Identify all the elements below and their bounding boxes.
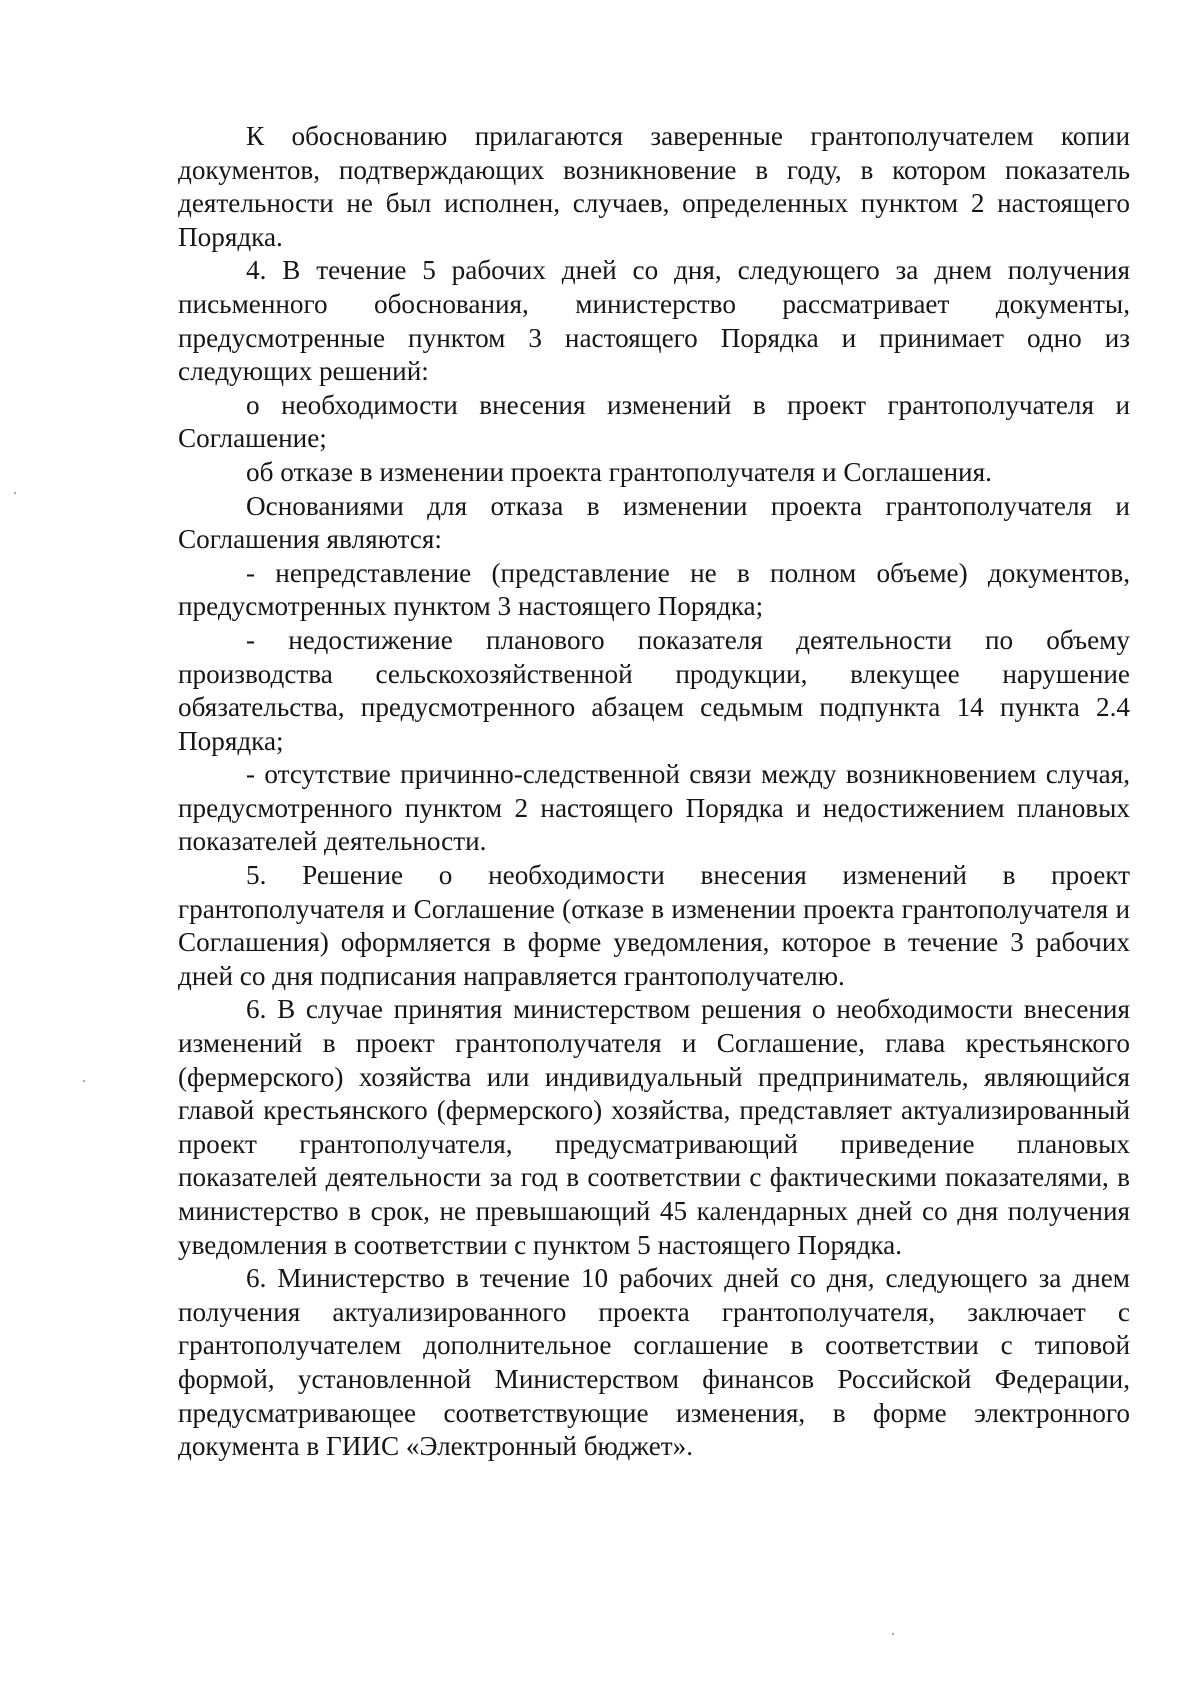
- scan-speck: [892, 1633, 894, 1635]
- paragraph-item-4: 4. В течение 5 рабочих дней со дня, следующего за днем получения письменного обоснования, министерство рассматривает документы, предусмотренные пунктом 3 настоящего Порядка и принимает одно из следующих решений:: [178, 255, 1130, 387]
- paragraph-decision-refusal: об отказе в изменении проекта грантополучателя и Соглашения.: [246, 456, 992, 487]
- paragraph-item-6a: 6. В случае принятия министерством решения о необходимости внесения изменений в проект грантополучателя и Соглашение, глава крестьянского (фермерского) хозяйства или индивидуальный предприниматель, являющийся главой крестьянского (фермерского) хозяйства, представляет актуализированный проект грантополучателя, предусматривающий приведение плановых показателей деятельности за год в соответствии с фактическими показателями, в министерство в срок, не превышающий 45 календарных дней со дня получения уведомления в соответствии с пунктом 5 настоящего Порядка.: [178, 994, 1130, 1260]
- document-body: [178, 120, 1130, 1464]
- list-item-ground-2: - недостижение планового показателя деятельности по объему производства сельскохозяйственной продукции, влекущее нарушение обязательства, предусмотренного абзацем седьмым подпункта 14 пункта 2.4 Порядка;: [178, 624, 1130, 756]
- paragraph-decision-changes: о необходимости внесения изменений в проект грантополучателя и Соглашение;: [178, 389, 1130, 454]
- scan-speck: [14, 492, 16, 494]
- scan-speck: [83, 1080, 85, 1082]
- paragraph-item-5: 5. Решение о необходимости внесения изменений в проект грантополучателя и Соглашение (отказе в изменении проекта грантополучателя и Соглашения) оформляется в форме уведомления, которое в течение 3 рабочих дней со дня подписания направляется грантополучателю.: [178, 860, 1130, 991]
- paragraph-attachments: К обоснованию прилагаются заверенные грантополучателем копии документов, подтверждающих возникновение в году, в котором показатель деятельности не был исполнен, случаев, определенных пунктом 2 настоящего Порядка.: [178, 121, 1130, 252]
- paragraph-refusal-grounds: Основаниями для отказа в изменении проекта грантополучателя и Соглашения являются:: [178, 490, 1130, 555]
- paragraph-item-6b: 6. Министерство в течение 10 рабочих дней со дня, следующего за днем получения актуализированного проекта грантополучателя, заключает с грантополучателем дополнительное соглашение в соответствии с типовой формой, установленной Министерством финансов Российской Федерации, предусматривающее соответствующие изменения, в форме электронного документа в ГИИС «Электронный бюджет».: [178, 1263, 1130, 1462]
- list-item-ground-1: - непредставление (представление не в полном объеме) документов, предусмотренных пунктом 3 настоящего Порядка;: [178, 557, 1130, 622]
- list-item-ground-3: - отсутствие причинно-следственной связи между возникновением случая, предусмотренного пунктом 2 настоящего Порядка и недостижением плановых показателей деятельности.: [178, 759, 1130, 857]
